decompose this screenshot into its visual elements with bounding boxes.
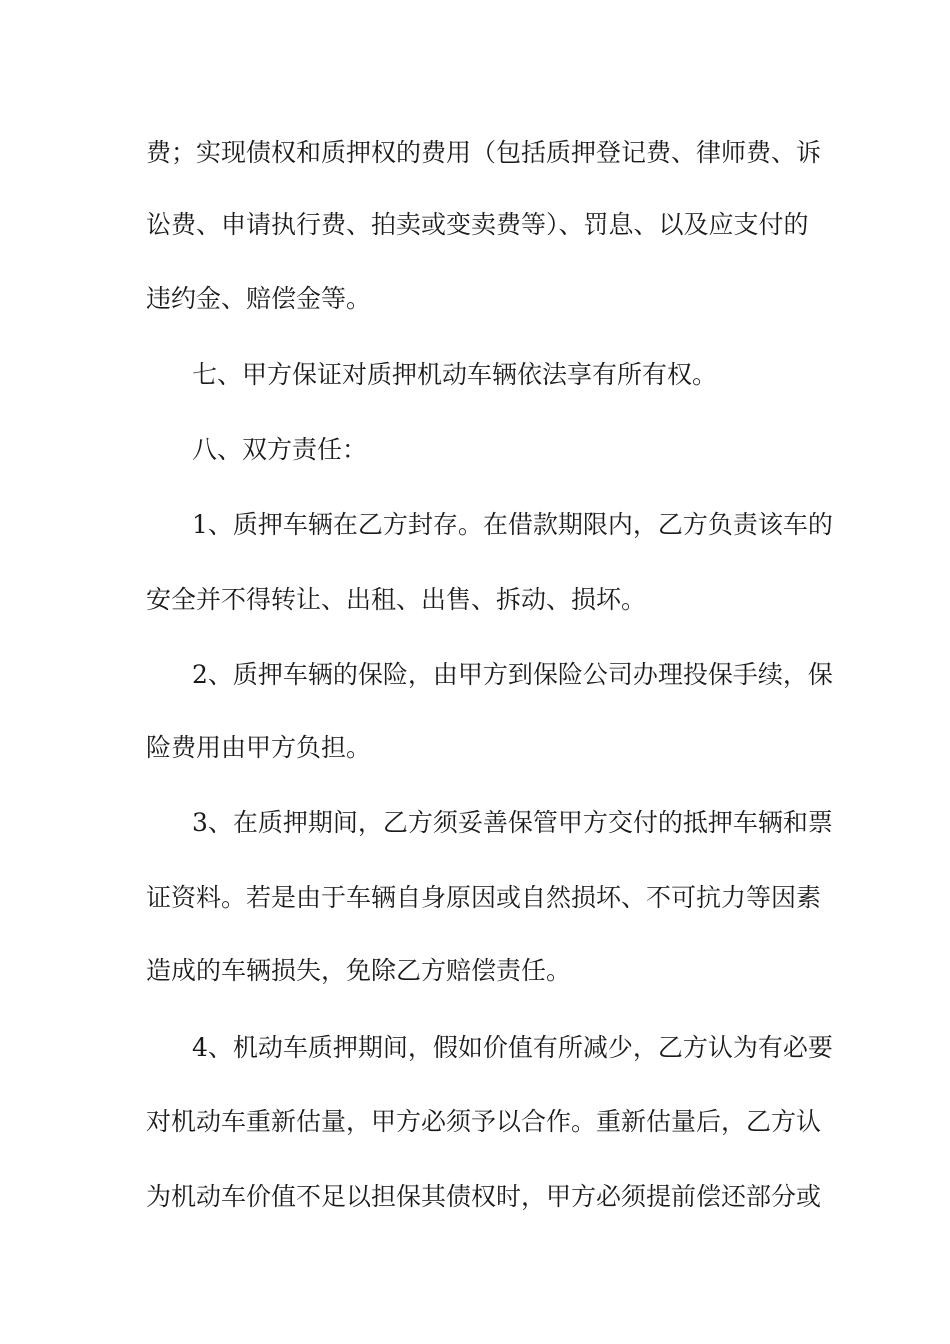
clause-3-line: 3、在质押期间，乙方须妥善保管甲方交付的抵押车辆和票 bbox=[192, 808, 833, 837]
clause-4-line: 对机动车重新估量，甲方必须予以合作。重新估量后，乙方认 bbox=[146, 1107, 822, 1136]
clause-4-line: 为机动车价值不足以担保其债权时，甲方必须提前偿还部分或 bbox=[146, 1182, 822, 1211]
clause-1-line: 1、质押车辆在乙方封存。在借款期限内，乙方负责该车的 bbox=[192, 510, 833, 539]
clause-3-line: 造成的车辆损失，免除乙方赔偿责任。 bbox=[146, 956, 572, 985]
clause-3-line: 证资料。若是由于车辆自身原因或自然损坏、不可抗力等因素 bbox=[146, 883, 822, 912]
text-line: 费；实现债权和质押权的费用（包括质押登记费、律师费、诉 bbox=[146, 138, 822, 167]
clause-2-line: 2、质押车辆的保险，由甲方到保险公司办理投保手续，保 bbox=[192, 660, 833, 689]
clause-2-line: 险费用由甲方负担。 bbox=[146, 733, 372, 762]
clause-1-line: 安全并不得转让、出租、出售、拆动、损坏。 bbox=[146, 585, 647, 614]
text-line: 违约金、赔偿金等。 bbox=[146, 284, 372, 313]
clause-4-line: 4、机动车质押期间，假如价值有所减少，乙方认为有必要 bbox=[192, 1033, 833, 1062]
section-heading-8: 八、双方责任： bbox=[192, 435, 368, 464]
text-line: 讼费、申请执行费、拍卖或变卖费等）、罚息、以及应支付的 bbox=[146, 210, 809, 239]
section-heading-7: 七、甲方保证对质押机动车辆依法享有所有权。 bbox=[192, 360, 718, 389]
